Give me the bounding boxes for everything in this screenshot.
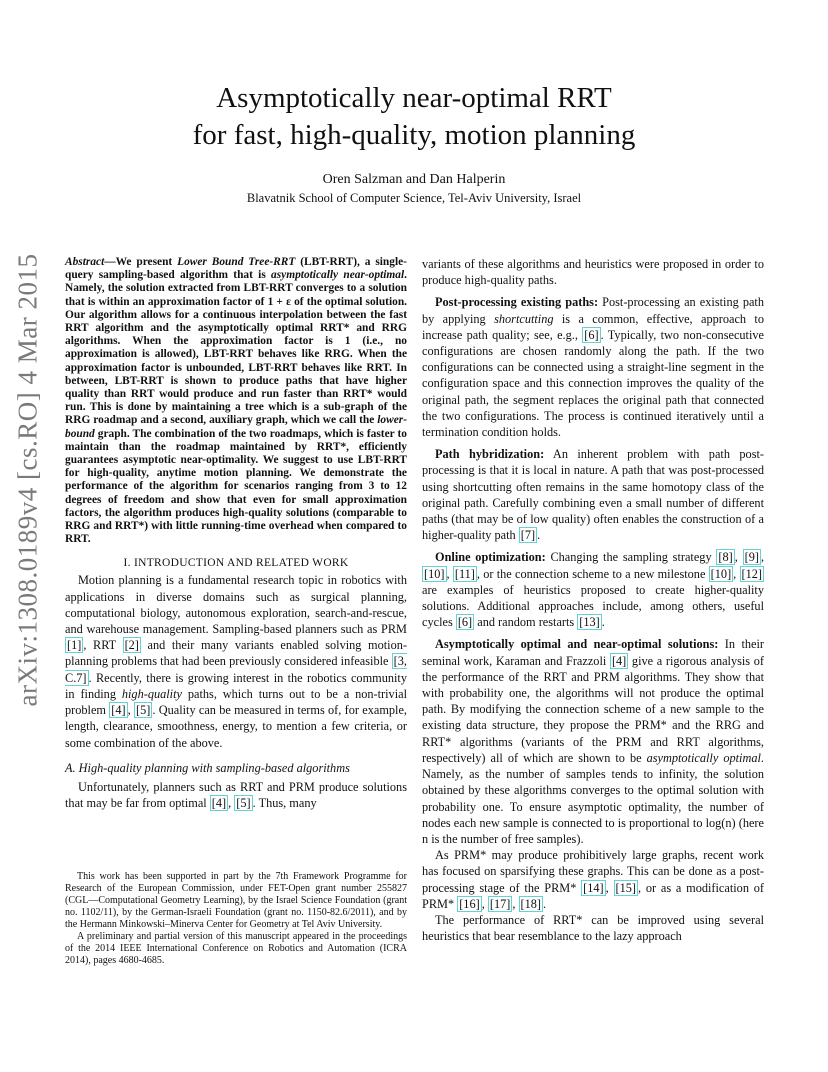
prm-sparsification-paragraph: As PRM* may produce prohibitively large graphs, recent work has focused on sparsifying these graphs. This can be done as a post-processing stage of the PRM* [14] , [15] , or as a modification of PRM* [16] , [17] , [18] . — [422, 848, 764, 911]
citation-link[interactable]: [6] — [584, 327, 599, 342]
intro-paragraph: Motion planning is a fundamental research topic in robotics with applications in diverse domains such as surgical planning, computational biology, autonomous exploration, search-and-rescue, and warehouse management. Sampling-based planners such as PRM [1] , RRT [2] and their many variants enabled solving motion-planning problems that had been previously considered infeasible [3, C.7] . Recently, there is growing interest in the robotics community in finding high-quality paths, which turns out to be a non-trivial problem [4] , [5] . Quality can be measured in terms of, for example, length, clearance, smoothness, energy, to mention a few criteria, or some combination of the above. — [65, 573, 407, 750]
arxiv-sidebar — [0, 253, 56, 707]
footnote-preliminary: A preliminary and partial version of this manuscript appeared in the proceedings of the 2014 IEEE International Conference on Robotics and Automation (ICRA 2014), pages 4680-4685. — [65, 931, 407, 966]
citation-link[interactable]: [16] — [459, 896, 480, 911]
asymptotic-optimality-paragraph: Asymptotically optimal and near-optimal solutions: In their seminal work, Karaman and Frazzoli [4] give a rigorous analysis of the performance of the RRT and PRM algorithms. They show that with probability one, the algorithms will not produce the optimal path. By modifying the connection scheme of a new sample to the existing data structure, they propose the PRM* and the RRG and RRT* algorithms (variants of the PRM and RRT algorithms, respectively) all of which are shown to be asymptotically optimal. Namely, as the number of samples tends to infinity, the solution obtained by these algorithms converges to the optimal solution with probability one. To ensure asymptotic optimality, the number of nodes each new sample is connected to is proportional to log(n) (here n is the number of free samples). — [422, 637, 764, 846]
citation-link[interactable]: [6] — [457, 615, 473, 630]
citation-link[interactable]: [12] — [741, 566, 763, 581]
citation-link[interactable]: [5] — [236, 795, 251, 810]
citation-link[interactable]: [4] — [611, 653, 627, 668]
footnote-funding: This work has been supported in part by the 7th Framework Programme for Research of the European Commission, under FET-Open grant number 255827 (CGL—Computational Geometry Learning), by the Israel Science Foundation (grant no. 1102/11), by the German-Israeli Foundation (grant no. 1150-82.6/2011), and by the Hermann Minkowski–Minerva Center for Geometry at Tel Aviv University. — [65, 871, 407, 930]
citation-link[interactable]: [18] — [520, 896, 542, 911]
citation-link[interactable]: [4] — [211, 795, 227, 810]
citation-link[interactable]: [7] — [520, 528, 536, 543]
citation-link[interactable]: [2] — [124, 638, 139, 653]
post-processing-paragraph: Post-processing existing paths: Post-processing an existing path by applying shortcutting is a common, effective, approach to increase path quality; see, e.g., [6] . Typically, two non-consecutive configurations are chosen randomly along the path. If the two configurations can be connected using a straight-line segment in the configuration space and this connection improves the quality of the original path, the segment replaces the original path that connected the two configurations. The process is continued iteratively until a termination condition holds. — [422, 295, 764, 440]
authors: Oren Salzman and Dan Halperin — [322, 172, 506, 187]
left-column — [65, 256, 407, 811]
title-line-1: Asymptotically near-optimal RRT — [216, 82, 612, 114]
citation-link[interactable]: [5] — [136, 703, 151, 718]
continued-paragraph: variants of these algorithms and heuristics were proposed in order to produce high-quality paths. — [422, 257, 764, 288]
online-optimization-paragraph: Online optimization: Changing the sampling strategy [8] , [9] , [10] , [11] , or the connection scheme to a new milestone [10] , [12] are examples of heuristics proposed to create higher-quality solutions. Additional approaches include, among others, useful cycles [6] and random restarts [13] . — [422, 550, 765, 630]
citation-link[interactable]: [15] — [615, 880, 636, 895]
affiliation: Blavatnik School of Computer Science, Tel-Aviv University, Israel — [246, 191, 582, 205]
citation-link[interactable]: [4] — [111, 703, 126, 718]
citation-link[interactable]: [1] — [67, 638, 82, 653]
abstract: Abstract—We present Lower Bound Tree-RRT (LBT-RRT), a single-query sampling-based algorithm that is asymptotically near-optimal. Namely, the solution extracted from LBT-RRT converges to a solution that is within an approximation factor of 1 + ε of the optimal solution. Our algorithm allows for a continuous interpolation between the fast RRT algorithm and the asymptotically optimal RRT* and RRG algorithms. When the approximation factor is 1 (i.e., no approximation is allowed), LBT-RRT behaves like RRG. When the approximation factor is unbounded, LBT-RRT behaves like RRT. In between, LBT-RRT is shown to produce paths that have higher quality than RRT would produce and run faster than RRT* would run. This is done by maintaining a tree which is a sub-graph of the RRG roadmap and a second, auxiliary graph, which we call the lower-bound graph. The combination of the two roadmaps, which is faster to maintain than the roadmap maintained by RRT*, efficiently guarantees asymptotic near-optimality. We suggest to use LBT-RRT for high-quality, anytime motion planning. We demonstrate the performance of the algorithm for scenarios ranging from 3 to 12 degrees of freedom and show that even for small approximation factors, the algorithm produces high-quality solutions (comparable to RRG and RRT*) with little running-time overhead when compared to RRT. — [65, 256, 407, 546]
arxiv-identifier: arXiv:1308.0189v4 [cs.RO] 4 Mar 2015 — [12, 253, 43, 707]
subsection-paragraph: Unfortunately, planners such as RRT and PRM produce solutions that may be far from optimal [4] , [5] . Thus, many — [65, 779, 407, 810]
citation-link[interactable]: [3, C.7] — [65, 654, 407, 685]
path-hybridization-paragraph: Path hybridization: An inherent problem with path post-processing is that it is local in nature. A path that was post-processed using shortcutting often remains in the same homotopy class of the original path. Carefully combining even a small number of different paths (that may be of low quality) often enables the construction of a higher-quality path [7] . — [422, 447, 764, 543]
section-heading: I. INTRODUCTION AND RELATED WORK — [123, 557, 349, 570]
title-line-2: for fast, high-quality, motion planning — [192, 119, 636, 151]
footnotes — [65, 871, 407, 967]
citation-link[interactable]: [11] — [454, 566, 475, 581]
right-column — [422, 256, 764, 944]
citation-link[interactable]: [10] — [424, 566, 445, 581]
rrt-star-paragraph: The performance of RRT* can be improved using several heuristics that bear resemblance to the lazy approach — [422, 912, 764, 944]
citation-link[interactable]: [13] — [579, 615, 600, 630]
citation-link[interactable]: [8] — [718, 550, 733, 565]
citation-link[interactable]: [9] — [744, 550, 759, 565]
subsection-heading: A. High-quality planning with sampling-based algorithms — [65, 760, 350, 775]
citation-link[interactable]: [10] — [710, 566, 732, 581]
citation-link[interactable]: [14] — [583, 880, 604, 895]
paper-title — [60, 80, 768, 154]
citation-link[interactable]: [17] — [489, 896, 511, 911]
abstract-label: Abstract — [65, 256, 105, 268]
